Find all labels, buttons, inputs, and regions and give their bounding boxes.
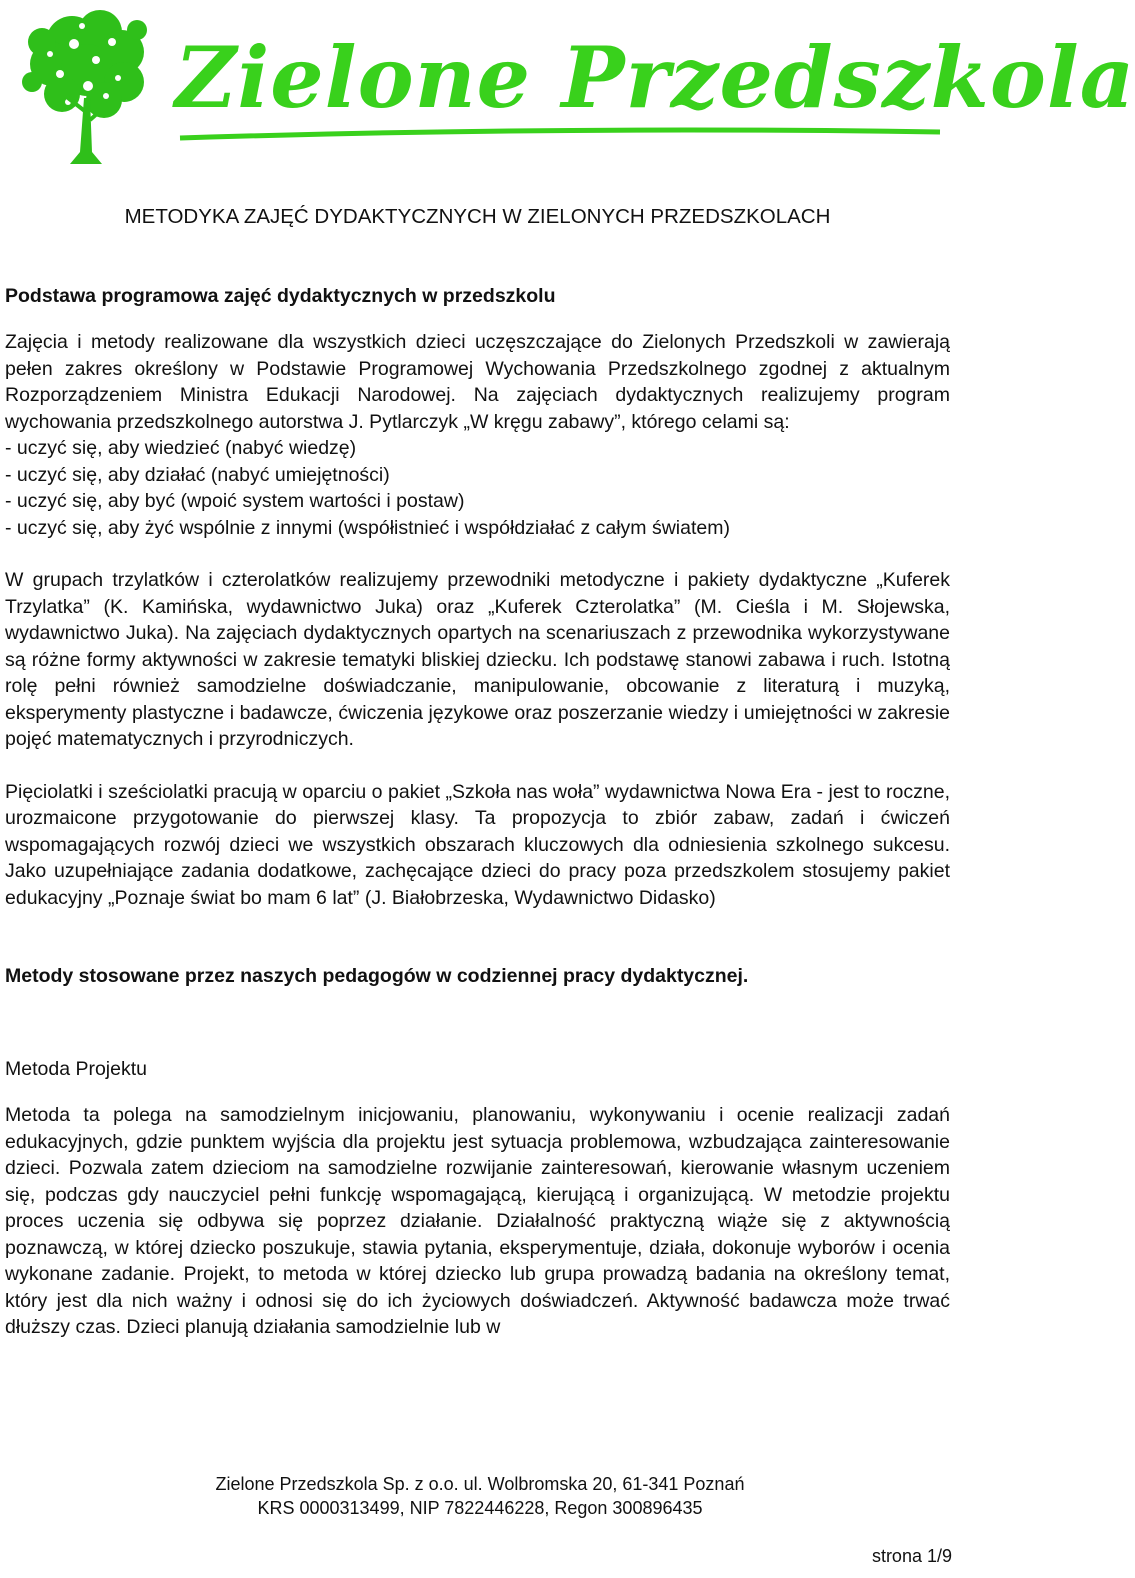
list-item: - uczyć się, aby działać (nabyć umiejętności) [5,463,390,486]
footer-registration: KRS 0000313499, NIP 7822446228, Regon 300896435 [257,1498,703,1518]
list-item: - uczyć się, aby wiedzieć (nabyć wiedzę) [5,437,357,459]
section-heading-curriculum: Podstawa programowa zajęć dydaktycznych w przedszkolu [5,284,556,307]
tree-icon [12,2,162,168]
paragraph: Pięciolatki i sześciolatki pracują w oparciu o pakiet „Szkoła nas woła” wydawnictwa Nowa Era - jest to roczne, urozmaicone przygotowanie do pierwszej klasy. Ta propozycja to zbiór zabaw, zadań i ćwiczeń wspomagających rozwój dzieci we wszystkich obszarach kluczowych dla odniesienia szkolnego sukcesu. Jako uzupełniające zadania dodatkowe, zachęcające dzieci do pracy poza przedszkolem stosujemy pakiet edukacyjny „Poznaje świat bo mam 6 lat” (J. Białobrzeska, Wydawnictwo Didasko) [5,780,950,909]
document-body [5,204,950,1341]
brand-text: Zielone Przedszkola [175,28,1135,127]
brand-logo [175,28,1135,148]
brand-underline [180,124,940,144]
page-header [0,0,1135,170]
page-number: strona 1/9 [871,1546,952,1566]
document-title: METODYKA ZAJĘĆ DYDAKTYCZNYCH W ZIELONYCH PRZEDSZKOLACH [124,205,831,228]
page-footer [0,1472,960,1520]
paragraph: Metoda ta polega na samodzielnym inicjowaniu, planowaniu, wykonywaniu i ocenie realizacji zadań edukacyjnych, gdzie punktem wyjścia dla projektu jest sytuacja problemowa, wzbudzająca zainteresowanie dzieci. Pozwala zatem dzieciom na samodzielne rozwijanie zainteresowań, kierowanie własnym uczeniem się, podczas gdy nauczyciel pełni funkcję wspomagającą, kierującą i organizującą. W metodzie projektu proces uczenia się odbywa się poprzez działanie. Działalność praktyczną wiąże się z aktywnością poznawczą, w której dziecko poszukuje, stawia pytania, eksperymentuje, działa, dokonuje wyborów i ocenia wykonane zadanie. Projekt, to metoda w której dziecko lub grupa prowadzą badania na określony temat, który jest dla nich ważny i odnosi się do ich życiowych doświadczeń. Aktywność badawcza może trwać dłuższy czas. Dzieci planują działania samodzielnie lub w [5,1104,950,1338]
list-item: - uczyć się, aby żyć wspólnie z innymi (współistnieć i współdziałać z całym światem) [5,516,730,539]
subsection-heading-project-method: Metoda Projektu [5,1057,147,1080]
paragraph: W grupach trzylatków i czterolatków realizujemy przewodniki metodyczne i pakiety dydaktyczne „Kuferek Trzylatka” (K. Kamińska, wydawnictwo Juka) oraz „Kuferek Czterolatka” (M. Cieśla i M. Słojewska, wydawnictwo Juka). Na zajęciach dydaktycznych opartych na scenariuszach z przewodnika wykorzystywane są różne formy aktywności w zakresie tematyki bliskiej dziecku. Ich podstawę stanowi zabawa i ruch. Istotną rolę pełni również samodzielne doświadczanie, manipulowanie, obcowanie z literaturą i muzyką, eksperymenty plastyczne i badawcze, ćwiczenia językowe oraz poszerzanie wiedzy i umiejętności w zakresie pojęć matematycznych i przyrodniczych. [5,569,950,750]
paragraph: Zajęcia i metody realizowane dla wszystkich dzieci uczęszczające do Zielonych Przedszkoli w zawierają pełen zakres określony w Podstawie Programowej Wychowania Przedszkolnego zgodnej z aktualnym Rozporządzeniem Ministra Edukacji Narodowej. Na zajęciach dydaktycznych realizujemy program wychowania przedszkolnego autorstwa J. Pytlarczyk „W kręgu zabawy”, którego celami są: [5,331,950,433]
section-heading-methods: Metody stosowane przez naszych pedagogów w codziennej pracy dydaktycznej. [5,965,749,987]
list-item: - uczyć się, aby być (wpoić system wartości i postaw) [5,490,465,512]
footer-address: Zielone Przedszkola Sp. z o.o. ul. Wolbromska 20, 61-341 Poznań [215,1474,745,1494]
